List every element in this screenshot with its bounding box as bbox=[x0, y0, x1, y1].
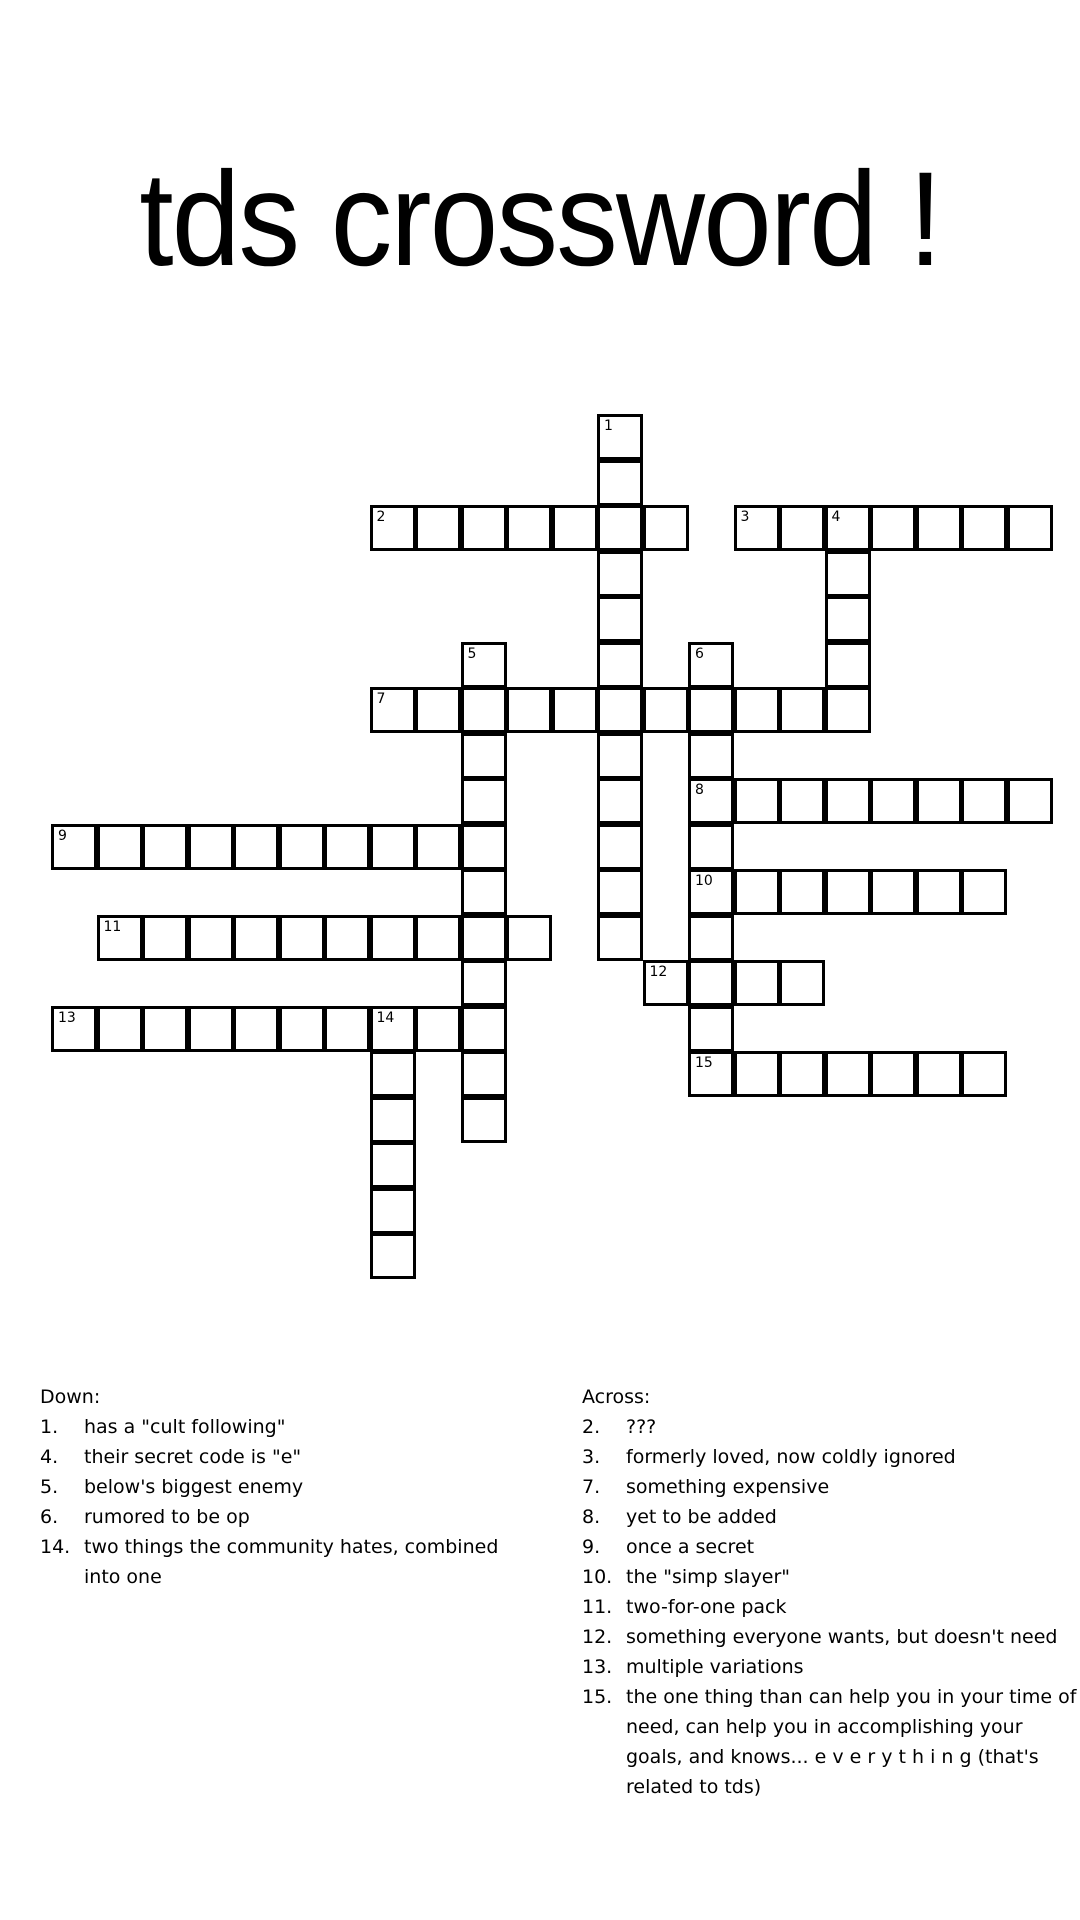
grid-cell[interactable] bbox=[825, 596, 871, 642]
grid-cell[interactable] bbox=[1007, 778, 1053, 824]
clue-num: 2. bbox=[582, 1416, 601, 1438]
grid-cell[interactable] bbox=[370, 1142, 416, 1188]
grid-cell[interactable] bbox=[506, 505, 552, 551]
grid-cell[interactable] bbox=[643, 960, 689, 1006]
grid-cell[interactable] bbox=[1007, 505, 1053, 551]
grid-cell[interactable] bbox=[552, 687, 598, 733]
grid-cell[interactable] bbox=[688, 1006, 734, 1052]
down-clue bbox=[40, 1412, 540, 1442]
clue-text: two things the community hates, combined into one bbox=[84, 1536, 499, 1588]
clue-text: something expensive bbox=[626, 1476, 830, 1498]
grid-cell[interactable] bbox=[461, 687, 507, 733]
grid-cell[interactable] bbox=[461, 642, 507, 688]
clue-num: 4. bbox=[40, 1446, 59, 1468]
grid-cell[interactable] bbox=[279, 1006, 325, 1052]
down-clue bbox=[40, 1472, 540, 1502]
grid-cell[interactable] bbox=[97, 915, 143, 961]
grid-cell[interactable] bbox=[370, 687, 416, 733]
grid-cell[interactable] bbox=[233, 1006, 279, 1052]
grid-cell[interactable] bbox=[825, 505, 871, 551]
grid-cell[interactable] bbox=[597, 505, 643, 551]
grid-cell[interactable] bbox=[825, 551, 871, 597]
grid-cell[interactable] bbox=[597, 551, 643, 597]
grid-cell[interactable] bbox=[188, 1006, 234, 1052]
grid-cell[interactable] bbox=[415, 824, 461, 870]
clue-number: 14 bbox=[376, 1009, 395, 1026]
grid-cell[interactable] bbox=[461, 1097, 507, 1143]
clue-num: 15. bbox=[582, 1686, 613, 1708]
clue-number: 13 bbox=[58, 1009, 76, 1026]
grid-cell[interactable] bbox=[734, 960, 780, 1006]
clue-num: 5. bbox=[40, 1476, 59, 1498]
grid-cell[interactable] bbox=[597, 778, 643, 824]
grid-cell[interactable] bbox=[597, 824, 643, 870]
clue-num: 8. bbox=[582, 1506, 601, 1528]
grid-cell[interactable] bbox=[370, 1188, 416, 1234]
across-clue bbox=[582, 1532, 1080, 1562]
grid-cell[interactable] bbox=[825, 1051, 871, 1097]
grid-cell[interactable] bbox=[597, 687, 643, 733]
clue-number: 3 bbox=[740, 509, 750, 525]
grid-cell[interactable] bbox=[188, 915, 234, 961]
clue-num: 1. bbox=[40, 1416, 59, 1438]
grid-cell[interactable] bbox=[552, 505, 598, 551]
grid-cell[interactable] bbox=[688, 1051, 734, 1097]
grid-cell[interactable] bbox=[506, 915, 552, 961]
across-clue bbox=[582, 1502, 1080, 1532]
grid-cell[interactable] bbox=[461, 1006, 507, 1052]
clue-text: the one thing than can help you in your time of need, can help you in accomplishing your goals, and knows... e v e r y t h i n g (that's related to tds) bbox=[626, 1686, 1077, 1798]
grid-cell[interactable] bbox=[961, 778, 1007, 824]
down-clues bbox=[40, 1382, 540, 1592]
grid-cell[interactable] bbox=[961, 869, 1007, 915]
grid-cell[interactable] bbox=[324, 824, 370, 870]
grid-cell[interactable] bbox=[97, 824, 143, 870]
clue-text: yet to be added bbox=[626, 1506, 777, 1528]
down-clue bbox=[40, 1442, 540, 1472]
across-clue bbox=[582, 1622, 1080, 1652]
clue-text: once a secret bbox=[626, 1536, 755, 1558]
grid-cell[interactable] bbox=[779, 505, 825, 551]
grid-cell[interactable] bbox=[916, 869, 962, 915]
clue-text: ??? bbox=[626, 1416, 657, 1438]
down-clue bbox=[40, 1532, 540, 1592]
grid-cell[interactable] bbox=[688, 915, 734, 961]
grid-cell[interactable] bbox=[461, 960, 507, 1006]
grid-cell[interactable] bbox=[597, 642, 643, 688]
grid-cell[interactable] bbox=[597, 869, 643, 915]
clue-number: 11 bbox=[103, 918, 122, 935]
down-heading: Down: bbox=[40, 1386, 101, 1408]
clue-number: 4 bbox=[831, 509, 841, 525]
grid-cell[interactable] bbox=[597, 915, 643, 961]
clue-text: multiple variations bbox=[626, 1656, 804, 1678]
grid-cell[interactable] bbox=[688, 778, 734, 824]
grid-cell[interactable] bbox=[734, 778, 780, 824]
clue-number: 2 bbox=[376, 509, 386, 525]
clue-text: rumored to be op bbox=[84, 1506, 250, 1528]
clue-number: 10 bbox=[695, 873, 713, 889]
clue-number: 8 bbox=[695, 782, 704, 798]
grid-cell[interactable] bbox=[688, 960, 734, 1006]
grid-cell[interactable] bbox=[597, 733, 643, 779]
grid-cell[interactable] bbox=[779, 869, 825, 915]
grid-cell[interactable] bbox=[370, 1097, 416, 1143]
clue-num: 7. bbox=[582, 1476, 601, 1498]
grid-cell[interactable] bbox=[825, 687, 871, 733]
across-clue bbox=[582, 1472, 1080, 1502]
down-clue-list bbox=[40, 1412, 540, 1592]
grid-cell[interactable] bbox=[370, 505, 416, 551]
clue-num: 14. bbox=[40, 1536, 71, 1558]
grid-cell[interactable] bbox=[688, 642, 734, 688]
grid-cell[interactable] bbox=[51, 1006, 97, 1052]
grid-cell[interactable] bbox=[916, 778, 962, 824]
grid-cell[interactable] bbox=[415, 915, 461, 961]
grid-cell[interactable] bbox=[324, 1006, 370, 1052]
across-clue bbox=[582, 1682, 1080, 1802]
grid-cell[interactable] bbox=[779, 687, 825, 733]
clue-text: the "simp slayer" bbox=[626, 1566, 791, 1588]
clue-number: 6 bbox=[695, 645, 704, 662]
across-clues bbox=[582, 1382, 1080, 1802]
grid-cell[interactable] bbox=[643, 687, 689, 733]
grid-cell[interactable] bbox=[142, 1006, 188, 1052]
grid-cell[interactable] bbox=[97, 1006, 143, 1052]
grid-cell[interactable] bbox=[188, 824, 234, 870]
grid-cell[interactable] bbox=[825, 869, 871, 915]
grid-cell[interactable] bbox=[506, 687, 552, 733]
grid-cell[interactable] bbox=[597, 414, 643, 460]
clue-num: 13. bbox=[582, 1656, 613, 1678]
grid-cell[interactable] bbox=[233, 824, 279, 870]
across-clue bbox=[582, 1412, 1080, 1442]
grid-cell[interactable] bbox=[734, 505, 780, 551]
grid-cell[interactable] bbox=[461, 505, 507, 551]
grid-cell[interactable] bbox=[779, 960, 825, 1006]
grid-cell[interactable] bbox=[370, 1006, 416, 1052]
grid-cell[interactable] bbox=[415, 1006, 461, 1052]
clue-text: two-for-one pack bbox=[626, 1596, 787, 1618]
clue-number: 9 bbox=[58, 827, 67, 844]
grid-cell[interactable] bbox=[870, 1051, 916, 1097]
clue-number: 1 bbox=[604, 418, 613, 434]
grid-cell[interactable] bbox=[142, 824, 188, 870]
grid-cell[interactable] bbox=[461, 869, 507, 915]
grid-cell[interactable] bbox=[597, 596, 643, 642]
grid-cell[interactable] bbox=[324, 915, 370, 961]
grid-cell[interactable] bbox=[51, 824, 97, 870]
grid-cell[interactable] bbox=[870, 505, 916, 551]
page-title: tds crossword ! bbox=[139, 145, 941, 294]
grid-cell[interactable] bbox=[961, 1051, 1007, 1097]
clue-text: below's biggest enemy bbox=[84, 1476, 304, 1498]
grid-cell[interactable] bbox=[415, 505, 461, 551]
grid-cell[interactable] bbox=[779, 778, 825, 824]
grid-cell[interactable] bbox=[779, 1051, 825, 1097]
across-clue bbox=[582, 1592, 1080, 1622]
grid-cell[interactable] bbox=[825, 778, 871, 824]
grid-cell[interactable] bbox=[461, 915, 507, 961]
grid-cell[interactable] bbox=[643, 505, 689, 551]
grid-cell[interactable] bbox=[461, 733, 507, 779]
grid-cell[interactable] bbox=[370, 1051, 416, 1097]
across-heading: Across: bbox=[582, 1386, 651, 1408]
clue-num: 3. bbox=[582, 1446, 601, 1468]
grid-cell[interactable] bbox=[233, 915, 279, 961]
grid-cell[interactable] bbox=[279, 824, 325, 870]
clue-text: formerly loved, now coldly ignored bbox=[626, 1446, 956, 1468]
grid-cell[interactable] bbox=[916, 1051, 962, 1097]
clue-num: 11. bbox=[582, 1596, 613, 1618]
grid-cell[interactable] bbox=[870, 869, 916, 915]
clue-text: has a "cult following" bbox=[84, 1416, 286, 1438]
clue-number: 15 bbox=[695, 1055, 713, 1071]
grid-cell[interactable] bbox=[688, 824, 734, 870]
grid-cell[interactable] bbox=[916, 505, 962, 551]
across-clue-list bbox=[582, 1412, 1080, 1802]
clue-num: 9. bbox=[582, 1536, 601, 1558]
grid-cell[interactable] bbox=[415, 687, 461, 733]
clue-number: 7 bbox=[376, 691, 386, 707]
across-clue bbox=[582, 1442, 1080, 1472]
grid-cell[interactable] bbox=[279, 915, 325, 961]
clue-number: 5 bbox=[467, 645, 477, 662]
across-clue bbox=[582, 1652, 1080, 1682]
grid-cell[interactable] bbox=[370, 915, 416, 961]
grid-cell[interactable] bbox=[461, 1051, 507, 1097]
clue-num: 12. bbox=[582, 1626, 613, 1648]
clue-number: 12 bbox=[649, 964, 668, 980]
grid-cell[interactable] bbox=[370, 1233, 416, 1279]
grid-cell[interactable] bbox=[461, 778, 507, 824]
grid-cell[interactable] bbox=[142, 915, 188, 961]
across-clue bbox=[582, 1562, 1080, 1592]
clue-num: 10. bbox=[582, 1566, 613, 1588]
clue-num: 6. bbox=[40, 1506, 59, 1528]
clue-text: their secret code is "e" bbox=[84, 1446, 302, 1468]
grid-cell[interactable] bbox=[870, 778, 916, 824]
grid-cell[interactable] bbox=[461, 824, 507, 870]
grid-cell[interactable] bbox=[688, 733, 734, 779]
clue-text: something everyone wants, but doesn't need bbox=[626, 1626, 1058, 1648]
grid-cell[interactable] bbox=[688, 869, 734, 915]
grid-cell[interactable] bbox=[825, 642, 871, 688]
grid-cell[interactable] bbox=[734, 687, 780, 733]
grid-cell[interactable] bbox=[370, 824, 416, 870]
grid-cell[interactable] bbox=[961, 505, 1007, 551]
down-clue bbox=[40, 1502, 540, 1532]
grid-cell[interactable] bbox=[734, 869, 780, 915]
grid-cell[interactable] bbox=[688, 687, 734, 733]
grid-cell[interactable] bbox=[597, 460, 643, 506]
grid-cell[interactable] bbox=[734, 1051, 780, 1097]
